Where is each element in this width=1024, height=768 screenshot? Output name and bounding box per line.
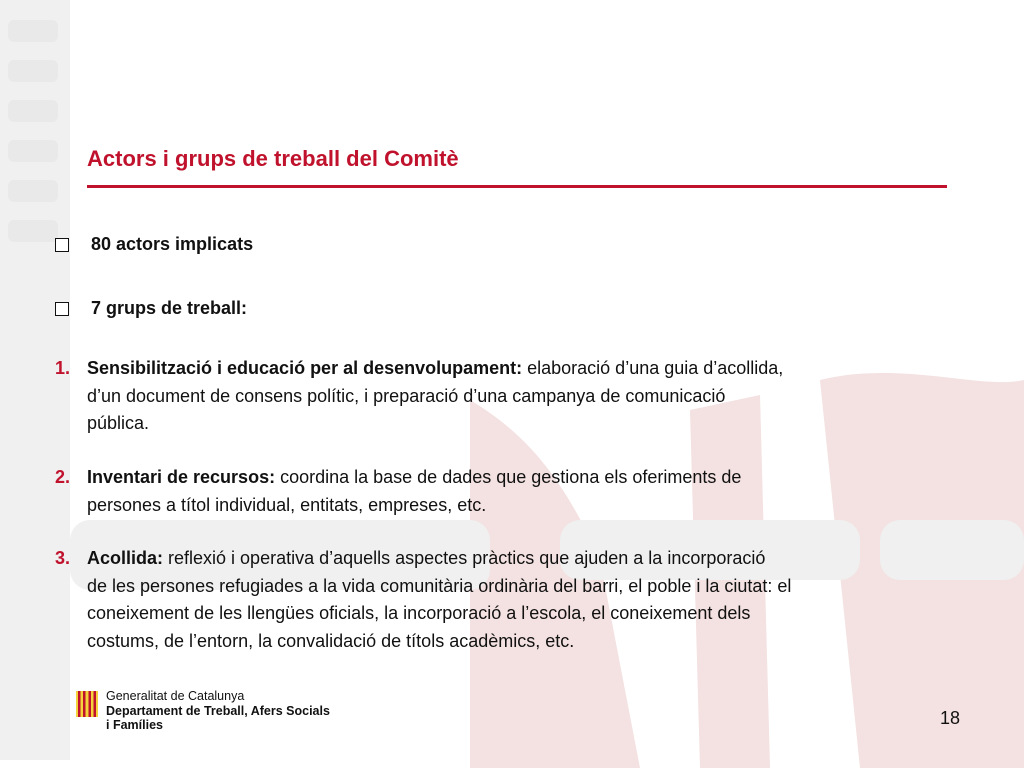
item-heading: Sensibilització i educació per al desenvolupament: [87, 358, 523, 378]
item-heading: Inventari de recursos: [87, 467, 276, 487]
item-text: reflexió i operativa d’aquells aspectes pràctics que ajuden a la incorporació [163, 548, 766, 568]
item-number: 2. [55, 467, 71, 487]
item-text: costums, de l’entorn, la convalidació de títols acadèmics, etc. [87, 630, 575, 651]
bullet-text: 80 actors implicats [91, 234, 254, 254]
footer-organization [106, 689, 330, 733]
checkbox-icon [55, 238, 69, 252]
checkbox-icon [55, 302, 69, 316]
footer-line: Departament de Treball, Afers Socials [106, 703, 330, 718]
item-heading: Acollida: [87, 548, 164, 568]
numbered-item-1 [55, 355, 995, 438]
bullet-text: 7 grups de treball: [91, 298, 248, 318]
item-first-line [55, 464, 995, 492]
footer-line: Generalitat de Catalunya [106, 689, 245, 703]
item-text: coordina la base de dades que gestiona els oferiments de [275, 467, 742, 487]
item-text: d’un document de consens polític, i preparació d’una campanya de comunicació [87, 385, 726, 406]
bullet-item [55, 298, 247, 319]
title-underline [87, 185, 947, 188]
generalitat-logo-icon [76, 691, 98, 717]
item-text: persones a títol individual, entitats, empreses, etc. [87, 494, 487, 515]
item-text: coneixement de les llengües oficials, la incorporació a l’escola, el coneixement dels [87, 603, 751, 623]
bullet-item [55, 234, 253, 255]
item-number: 3. [55, 548, 71, 568]
page-number: 18 [940, 708, 961, 728]
footer-line: i Famílies [106, 718, 163, 732]
item-text: pública. [87, 413, 150, 433]
item-text: elaboració d’una guia d’acollida, [522, 358, 784, 378]
slide-title: Actors i grups de treball del Comitè [87, 146, 459, 171]
item-first-line [55, 545, 995, 573]
numbered-item-3 [55, 545, 995, 655]
numbered-item-2 [55, 464, 995, 519]
item-text: de les persones refugiades a la vida comunitària ordinària del barri, el poble i la ciutat: el [87, 575, 792, 596]
item-first-line [55, 355, 995, 383]
item-number: 1. [55, 358, 71, 378]
